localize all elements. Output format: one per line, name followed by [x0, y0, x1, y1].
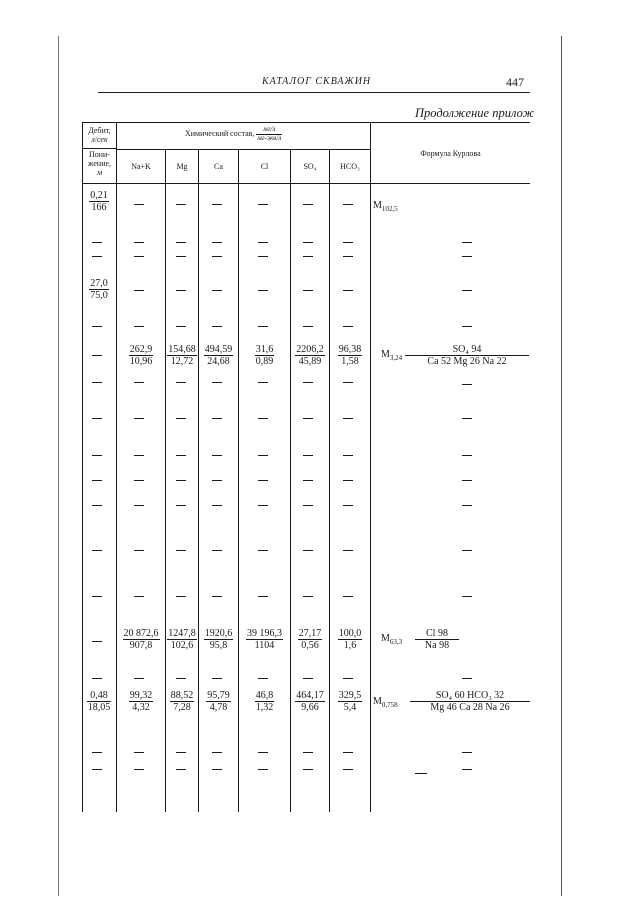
- mg-eq-per-l: 5,4: [343, 702, 357, 713]
- empty-value-dash: [462, 752, 472, 753]
- empty-value-dash: [462, 678, 472, 679]
- mg-per-l: 20 872,6: [123, 628, 159, 639]
- mg-eq-per-l: 102,6: [170, 640, 194, 651]
- empty-value-dash: [134, 550, 144, 551]
- empty-value-dash: [134, 455, 144, 456]
- formula-cations: Mg 46 Ca 28 Na 26: [430, 702, 510, 713]
- empty-value-dash: [462, 384, 472, 385]
- mg-eq-per-l: 4,32: [132, 702, 150, 713]
- empty-value-dash: [462, 242, 472, 243]
- mg-eq-per-l: 1,32: [255, 702, 274, 713]
- value-cell: [166, 628, 198, 651]
- empty-value-dash: [92, 480, 102, 481]
- value-cell: [166, 690, 198, 713]
- empty-value-dash: [92, 769, 102, 770]
- debit-header-unit: л/сек: [91, 134, 108, 144]
- empty-value-dash: [343, 596, 353, 597]
- empty-value-dash: [212, 326, 222, 327]
- empty-value-dash: [462, 256, 472, 257]
- empty-value-dash: [258, 326, 268, 327]
- empty-value-dash: [258, 769, 268, 770]
- empty-value-dash: [303, 256, 313, 257]
- empty-value-dash: [212, 596, 222, 597]
- drawdown-header-line1: Пони-: [88, 150, 110, 159]
- empty-value-dash: [343, 242, 353, 243]
- value-cell: [291, 628, 329, 651]
- empty-value-dash: [212, 418, 222, 419]
- mg-eq-per-l: 1,6: [343, 640, 357, 651]
- value-cell: [117, 690, 165, 713]
- col-header-hco3: HCO₃: [340, 162, 360, 171]
- empty-value-dash: [343, 290, 353, 291]
- page-edge-rule: [58, 36, 59, 896]
- empty-value-dash: [303, 769, 313, 770]
- empty-value-dash: [92, 596, 102, 597]
- header-rule: [98, 92, 530, 93]
- empty-value-dash: [212, 256, 222, 257]
- empty-value-dash: [176, 326, 186, 327]
- table-header-rule: [82, 183, 530, 184]
- running-title: КАТАЛОГ СКВАЖИН: [262, 76, 372, 87]
- empty-value-dash: [303, 505, 313, 506]
- m-symbol: M: [373, 200, 382, 211]
- mg-per-l: 262,9: [129, 344, 153, 355]
- empty-value-dash: [92, 242, 102, 243]
- continuation-label: Продолжение прилож: [415, 106, 535, 120]
- empty-value-dash: [92, 355, 102, 356]
- empty-value-dash: [92, 418, 102, 419]
- empty-value-dash: [134, 505, 144, 506]
- empty-value-dash: [343, 505, 353, 506]
- mg-per-l: 1247,8: [168, 628, 196, 639]
- empty-value-dash: [343, 752, 353, 753]
- value-cell: [330, 628, 370, 651]
- chem-unit-num: мг/л: [256, 126, 282, 135]
- empty-value-dash: [92, 550, 102, 551]
- empty-value-dash: [258, 596, 268, 597]
- empty-value-dash: [303, 418, 313, 419]
- empty-value-dash: [176, 480, 186, 481]
- empty-value-dash: [134, 242, 144, 243]
- empty-value-dash: [176, 204, 186, 205]
- empty-value-dash: [258, 256, 268, 257]
- empty-value-dash: [303, 480, 313, 481]
- empty-value-dash: [415, 773, 427, 774]
- drawdown-value: 166: [91, 202, 107, 213]
- empty-value-dash: [462, 418, 472, 419]
- value-cell: [199, 628, 238, 651]
- empty-value-dash: [258, 505, 268, 506]
- debit-fraction: [89, 278, 109, 301]
- formula-header: Формула Курлова: [420, 149, 481, 158]
- drawdown-value: 18,05: [87, 702, 111, 713]
- empty-value-dash: [212, 242, 222, 243]
- debit-fraction: [89, 190, 109, 213]
- debit-header: [83, 127, 116, 145]
- empty-value-dash: [462, 769, 472, 770]
- empty-value-dash: [212, 505, 222, 506]
- empty-value-dash: [303, 752, 313, 753]
- empty-value-dash: [343, 418, 353, 419]
- empty-value-dash: [462, 505, 472, 506]
- m-subscript: 102,5: [381, 205, 398, 213]
- mg-per-l: 329,5: [338, 690, 362, 701]
- empty-value-dash: [176, 455, 186, 456]
- debit-drawdown-cell: [84, 278, 114, 301]
- value-cell: [291, 690, 329, 713]
- debit-value: 0,21: [90, 190, 108, 201]
- empty-value-dash: [258, 290, 268, 291]
- debit-split-rule: [82, 148, 116, 149]
- value-cell: [199, 344, 238, 367]
- empty-value-dash: [212, 290, 222, 291]
- chem-header-label: Химический состав,: [185, 129, 255, 139]
- mg-per-l: 100,0: [338, 628, 362, 639]
- empty-value-dash: [258, 204, 268, 205]
- mineralization-label: [381, 349, 402, 362]
- empty-value-dash: [134, 596, 144, 597]
- mg-eq-per-l: 24,68: [207, 356, 230, 367]
- mg-per-l: 494,59: [204, 344, 233, 355]
- mg-eq-per-l: 45,89: [298, 356, 322, 367]
- empty-value-dash: [176, 256, 186, 257]
- mg-eq-per-l: 10,96: [129, 356, 153, 367]
- kurlov-formula: [410, 690, 530, 713]
- empty-value-dash: [258, 480, 268, 481]
- empty-value-dash: [134, 256, 144, 257]
- empty-value-dash: [303, 290, 313, 291]
- col-header-ca: Ca: [214, 162, 223, 171]
- empty-value-dash: [134, 480, 144, 481]
- debit-header-label: Дебит,: [88, 126, 111, 135]
- formula-anions: SO₄ 94: [405, 344, 529, 356]
- mg-per-l: 27,17: [298, 628, 322, 639]
- col-header-na-k: Na+K: [131, 162, 151, 171]
- mg-eq-per-l: 1,58: [341, 356, 359, 367]
- debit-drawdown-cell: [84, 690, 114, 713]
- empty-value-dash: [303, 242, 313, 243]
- empty-value-dash: [258, 752, 268, 753]
- value-cell: [330, 690, 370, 713]
- mg-eq-per-l: 12,72: [170, 356, 194, 367]
- empty-value-dash: [343, 550, 353, 551]
- chem-unit-den: мг-экв/л: [257, 133, 282, 142]
- col-rule: [82, 122, 83, 812]
- formula-cations: Ca 52 Mg 26 Na 22: [427, 356, 507, 367]
- empty-value-dash: [92, 641, 102, 642]
- drawdown-header-unit: м: [96, 167, 103, 177]
- empty-value-dash: [462, 550, 472, 551]
- m-subscript: 0,758: [381, 701, 398, 709]
- empty-value-dash: [343, 204, 353, 205]
- empty-value-dash: [134, 204, 144, 205]
- mg-per-l: 99,32: [129, 690, 153, 701]
- drawdown-header: [83, 151, 116, 177]
- mineralization-label: [373, 696, 398, 709]
- col-rule: [370, 122, 371, 812]
- page-number: 447: [506, 75, 524, 89]
- value-cell: [239, 628, 290, 651]
- empty-value-dash: [343, 256, 353, 257]
- mg-eq-per-l: 95,8: [209, 640, 228, 651]
- value-cell: [166, 344, 198, 367]
- mg-per-l: 88,52: [170, 690, 194, 701]
- empty-value-dash: [258, 455, 268, 456]
- m-subscript: 63,3: [389, 638, 403, 646]
- empty-value-dash: [462, 326, 472, 327]
- mg-eq-per-l: 1104: [254, 640, 275, 651]
- empty-value-dash: [92, 326, 102, 327]
- empty-value-dash: [258, 678, 268, 679]
- value-cell: [117, 344, 165, 367]
- empty-value-dash: [343, 769, 353, 770]
- mg-eq-per-l: 907,8: [129, 640, 153, 651]
- empty-value-dash: [134, 769, 144, 770]
- mg-eq-per-l: 9,66: [301, 702, 319, 713]
- empty-value-dash: [92, 678, 102, 679]
- value-cell: [239, 344, 290, 367]
- mg-per-l: 39 196,3: [247, 628, 282, 639]
- empty-value-dash: [303, 326, 313, 327]
- mg-per-l: 2206,2: [296, 344, 324, 355]
- m-symbol: M: [381, 633, 390, 644]
- empty-value-dash: [462, 290, 472, 291]
- formula-anions: Cl 98: [415, 628, 459, 640]
- empty-value-dash: [134, 326, 144, 327]
- empty-value-dash: [462, 596, 472, 597]
- empty-value-dash: [92, 455, 102, 456]
- page-edge-rule: [561, 36, 562, 896]
- col-header-cl: Cl: [260, 162, 269, 171]
- table-top-rule: [82, 122, 530, 123]
- empty-value-dash: [303, 678, 313, 679]
- mg-per-l: 96,38: [338, 344, 362, 355]
- m-symbol: M: [373, 696, 382, 707]
- col-header-mg: Mg: [176, 162, 188, 171]
- chem-header: [185, 126, 282, 142]
- empty-value-dash: [134, 678, 144, 679]
- empty-value-dash: [134, 418, 144, 419]
- empty-value-dash: [343, 382, 353, 383]
- empty-value-dash: [92, 256, 102, 257]
- empty-value-dash: [92, 752, 102, 753]
- empty-value-dash: [212, 480, 222, 481]
- debit-value: 27,0: [90, 278, 108, 289]
- col-header-so4: SO₄: [303, 162, 317, 171]
- empty-value-dash: [176, 678, 186, 679]
- empty-value-dash: [258, 382, 268, 383]
- mg-per-l: 1920,6: [204, 628, 233, 639]
- mineralization-label: [381, 633, 402, 646]
- empty-value-dash: [176, 242, 186, 243]
- empty-value-dash: [134, 752, 144, 753]
- empty-value-dash: [212, 550, 222, 551]
- empty-value-dash: [176, 596, 186, 597]
- kurlov-formula: [405, 344, 529, 367]
- mg-per-l: 464,17: [296, 690, 324, 701]
- debit-drawdown-cell: [84, 190, 114, 213]
- empty-value-dash: [176, 290, 186, 291]
- value-cell: [199, 690, 238, 713]
- empty-value-dash: [343, 480, 353, 481]
- empty-value-dash: [176, 752, 186, 753]
- empty-value-dash: [258, 242, 268, 243]
- empty-value-dash: [303, 204, 313, 205]
- empty-value-dash: [343, 678, 353, 679]
- debit-value: 0,48: [87, 690, 112, 702]
- mg-eq-per-l: 0,56: [301, 640, 319, 651]
- mg-eq-per-l: 0,89: [255, 356, 274, 367]
- empty-value-dash: [303, 382, 313, 383]
- value-cell: [330, 344, 370, 367]
- formula-anions: SO₄ 60 HCO₃ 32: [410, 690, 530, 702]
- drawdown-value: 75,0: [90, 290, 108, 301]
- empty-value-dash: [303, 550, 313, 551]
- empty-value-dash: [92, 505, 102, 506]
- empty-value-dash: [462, 455, 472, 456]
- empty-value-dash: [176, 505, 186, 506]
- empty-value-dash: [212, 382, 222, 383]
- mg-eq-per-l: 7,28: [173, 702, 191, 713]
- empty-value-dash: [212, 769, 222, 770]
- m-symbol: M: [381, 349, 390, 360]
- empty-value-dash: [176, 382, 186, 383]
- empty-value-dash: [212, 678, 222, 679]
- mg-per-l: 154,68: [168, 344, 196, 355]
- value-cell: [239, 690, 290, 713]
- empty-value-dash: [176, 418, 186, 419]
- chem-subheader-rule: [116, 149, 370, 150]
- drawdown-header-line2: жение,: [87, 158, 112, 168]
- empty-value-dash: [212, 455, 222, 456]
- empty-value-dash: [258, 418, 268, 419]
- empty-value-dash: [303, 596, 313, 597]
- empty-value-dash: [212, 204, 222, 205]
- kurlov-formula: [415, 628, 459, 651]
- empty-value-dash: [134, 382, 144, 383]
- mineralization-label: [373, 200, 398, 213]
- empty-value-dash: [343, 326, 353, 327]
- empty-value-dash: [92, 382, 102, 383]
- mg-per-l: 95,79: [207, 690, 230, 701]
- value-cell: [117, 628, 165, 651]
- empty-value-dash: [176, 769, 186, 770]
- empty-value-dash: [343, 455, 353, 456]
- empty-value-dash: [258, 550, 268, 551]
- empty-value-dash: [303, 455, 313, 456]
- empty-value-dash: [462, 480, 472, 481]
- empty-value-dash: [212, 752, 222, 753]
- m-subscript: 3,24: [389, 354, 403, 362]
- value-cell: [291, 344, 329, 367]
- mg-per-l: 31,6: [255, 344, 274, 355]
- chem-header-units: [256, 126, 282, 142]
- mg-per-l: 46,8: [255, 690, 274, 701]
- formula-cations: Na 98: [424, 640, 450, 651]
- mg-eq-per-l: 4,78: [209, 702, 228, 713]
- empty-value-dash: [176, 550, 186, 551]
- empty-value-dash: [134, 290, 144, 291]
